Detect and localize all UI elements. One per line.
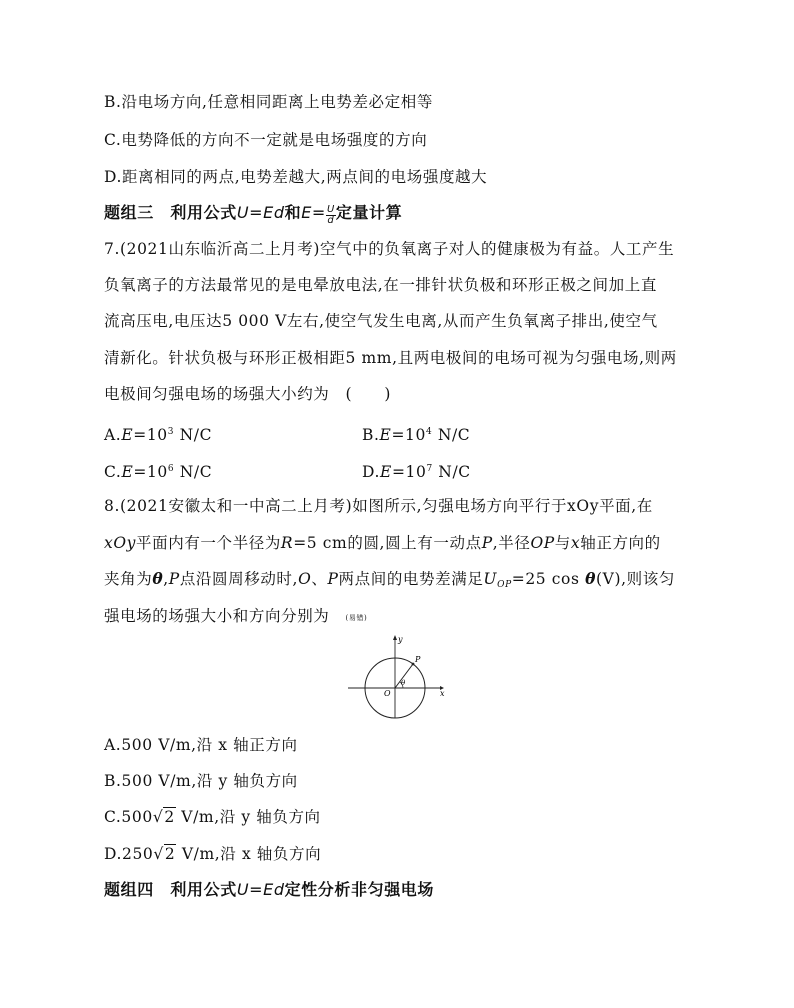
q8-line-1: 8.(2021安徽太和一中高二上月考)如图所示,匀强电场方向平行于xOy平面,在 [104, 497, 653, 515]
sqrt-symbol: √2 [152, 808, 175, 826]
q8-option-c: C.500√2 V/m,沿 y 轴负方向 [104, 805, 321, 829]
q8-option-d: D.250√2 V/m,沿 x 轴负方向 [104, 842, 321, 866]
q7-line-1: 7.(2021山东临沂高二上月考)空气中的负氧离子对人的健康极为有益。人工产生 [104, 240, 675, 258]
section-heading-3: 题组三 利用公式U=Ed和E= $\frac{U}{d}$ 定量计算 [104, 203, 403, 226]
q8-option-a: A.500 V/m,沿 x 轴正方向 [104, 736, 298, 754]
option-q6-d: D.距离相同的两点,电势差越大,两点间的电场强度越大 [104, 168, 488, 186]
q8-line-2: xOy平面内有一个半径为R=5 cm的圆,圆上有一动点P,半径OP与x轴正方向的 [104, 534, 661, 552]
q7-line-5: 电极间匀强电场的场强大小约为 ( ) [104, 385, 391, 403]
y-axis-arrow [393, 635, 397, 640]
error-prone-tag: (易错) [345, 614, 368, 622]
q8-line-3: 夹角为θ,P点沿圆周移动时,O、P两点间的电势差满足$U_{OP}=25$ cos θ(V),则该匀 [104, 569, 675, 590]
sqrt-symbol: √2 [153, 845, 176, 863]
q7-options-row-2 [104, 457, 471, 484]
q7-option-c: $C.E=10^6$ N/C [104, 463, 213, 481]
q8-line-4: 强电场的场强大小和方向分别为 (易错) [104, 607, 368, 625]
option-q6-b: B.沿电场方向,任意相同距离上电势差必定相等 [104, 93, 433, 111]
q8-option-b: B.500 V/m,沿 y 轴负方向 [104, 772, 298, 790]
label-o: O [384, 689, 391, 698]
label-x: x [440, 689, 445, 698]
label-p: P [415, 655, 421, 664]
q7-option-b: $B.E=10^4$ N/C [362, 426, 471, 444]
section-heading-4: 题组四 利用公式U=Ed定性分析非匀强电场 [104, 880, 435, 899]
circle-field-diagram [340, 630, 450, 720]
option-q6-c: C.电势降低的方向不一定就是电场强度的方向 [104, 131, 428, 149]
label-theta: θ [401, 679, 406, 687]
q7-option-d: $D.E=10^7$ N/C [362, 463, 471, 481]
fraction-u-over-d: $\frac{U}{d}$ [326, 204, 335, 226]
q7-line-3: 流高压电,电压达5 000 V左右,使空气发生电离,从而产生负氧离子排出,使空气 [104, 312, 658, 330]
q7-options-row-1 [104, 420, 471, 447]
q7-option-a: $A.E=10^3$ N/C [104, 426, 213, 444]
point-p [412, 663, 415, 666]
label-y: y [398, 635, 403, 644]
q7-line-2: 负氧离子的方法最常见的是电晕放电法,在一排针状负极和环形正极之间加上直 [104, 276, 657, 294]
q7-line-4: 清新化。针状负极与环形正极相距5 mm,且两电极间的电场可视为匀强电场,则两 [104, 349, 677, 367]
